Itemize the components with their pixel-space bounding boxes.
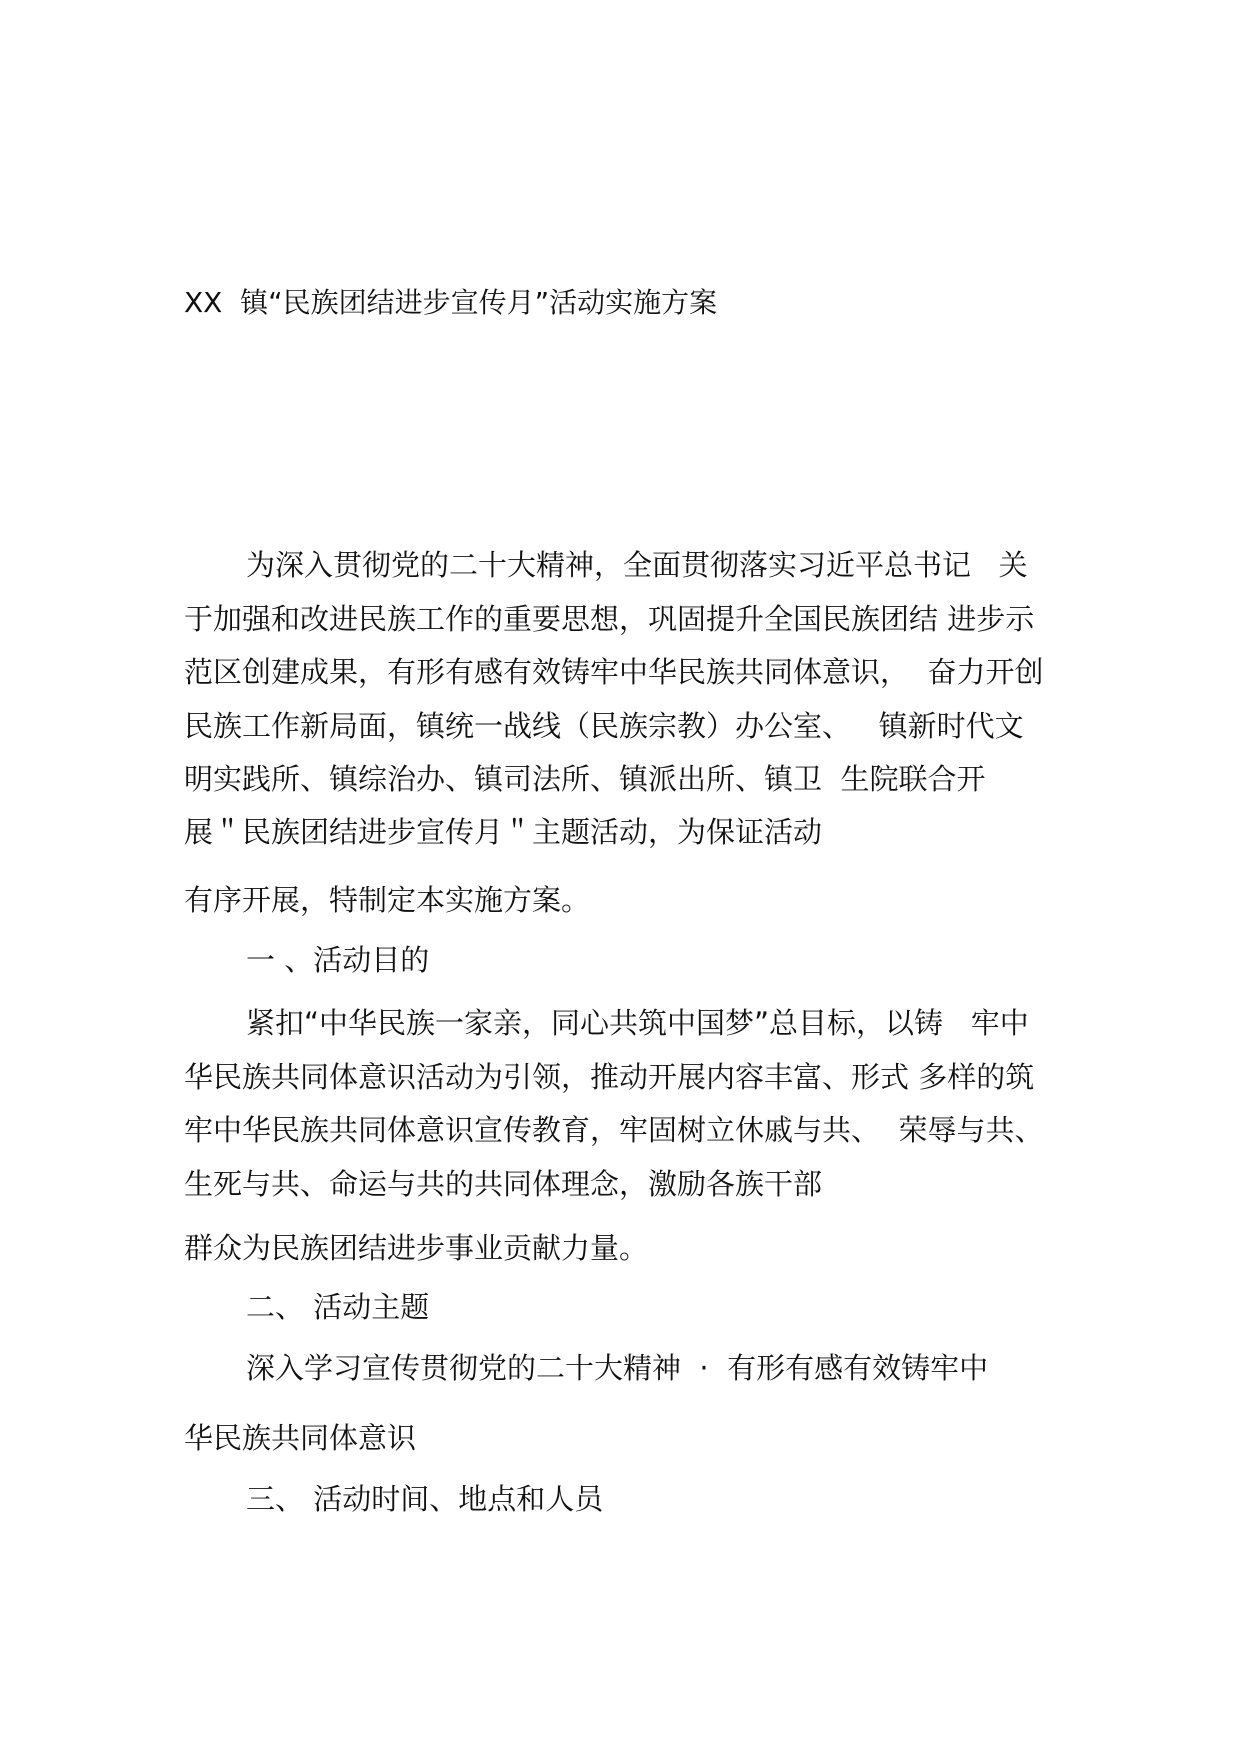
paragraph-line: 牢中华民族共同体意识宣传教育，牢固树立休戚与共、 荣辱与共、 xyxy=(184,1113,1044,1147)
section-heading-purpose: 一 、活动目的 xyxy=(246,943,430,977)
paragraph-line: 华民族共同体意识活动为引领，推动开展内容丰富、形式 多样的筑 xyxy=(184,1060,1035,1094)
paragraph-line: 深入学习宣传贯彻党的二十大精神 · 有形有感有效铸牢中 xyxy=(246,1351,989,1385)
paragraph-line: 民族工作新局面，镇统一战线（民族宗教）办公室、 镇新时代文 xyxy=(184,709,1024,743)
section-heading-time-place-personnel: 三、 活动时间、地点和人员 xyxy=(246,1482,604,1516)
section-heading-theme: 二、 活动主题 xyxy=(246,1290,430,1324)
document-title: XX 镇“民族团结进步宣传月”活动实施方案 xyxy=(184,286,718,319)
paragraph-line: 紧扣“中华民族一家亲，同心共筑中国梦”总目标，以铸 牢中 xyxy=(246,1006,1029,1040)
paragraph-line: 于加强和改进民族工作的重要思想，巩固提升全国民族团结 进步示 xyxy=(184,602,1035,636)
paragraph-line: 华民族共同体意识 xyxy=(184,1421,417,1455)
paragraph-line: 群众为民族团结进步事业贡献力量。 xyxy=(184,1231,649,1265)
paragraph-line: 展＂民族团结进步宣传月＂主题活动，为保证活动 xyxy=(184,815,823,849)
paragraph-line: 为深入贯彻党的二十大精神，全面贯彻落实习近平总书记 关 xyxy=(246,548,1028,582)
paragraph-line: 生死与共、命运与共的共同体理念，激励各族干部 xyxy=(184,1167,823,1201)
paragraph-line: 范区创建成果，有形有感有效铸牢中华民族共同体意识， 奋力开创 xyxy=(184,655,1044,689)
paragraph-line: 明实践所、镇综治办、镇司法所、镇派出所、镇卫 生院联合开 xyxy=(184,762,986,796)
paragraph-line: 有序开展，特制定本实施方案。 xyxy=(184,883,591,917)
